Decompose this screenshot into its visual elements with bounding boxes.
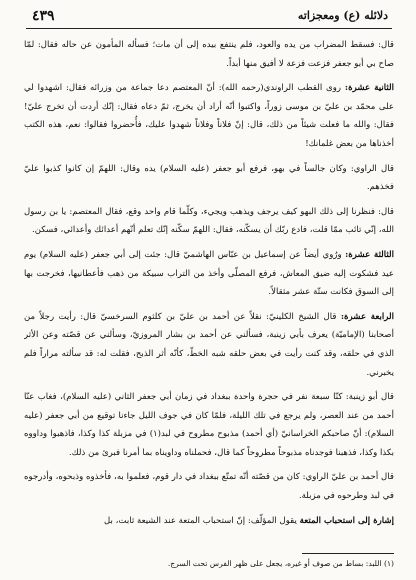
paragraph — [24, 246, 394, 302]
paragraph-text: قال أحمد بن عليّ الراوي: كان من قصّته أنّه تمتّع ببغداد في دار قوم، فعلموا به، فأخذوه وذبحوه، وأدرجوه في لبد وطرحوه في مزبلة. — [24, 472, 394, 502]
paragraph-text: قال الراوي: وكان جالساً في بهو، فرفع أبو جعفر (عليه السلام) يده وقال: اللهمّ إن كانوا كذبوا عليّ فخذهم. — [24, 163, 394, 193]
paragraph — [24, 512, 394, 531]
paragraph-text: قال: فنظرنا إلى ذلك البهو كيف يرجف ويذهب ويجيء، وكلّما قام واحد وقع، فقال المعتصم: يا بن رسول الله، إنّي تائب ممّا قلت، فادع ربّك أن يسكّنه، فقال: اللهمّ سكّنه إنّك تعلم أنّهم أعدائك وأعدائي، فسكن. — [24, 206, 394, 236]
paragraph-text: قال أبو زينبة: كنّا سبعة نفر في حجرة واحدة ببغداد في زمان أبي جعفر الثاني (عليه السلام)، فغاب عنّا أحمد من عند العصر، ولم يرجع في تلك الليلة، فلمّا كان في جوف الليل جاءنا توقيع من أبي جعفر (عليه السلام): أنّ صاحبكم الخراسانيّ (أي أحمد) مذبوح مطروح في لبد(١) في مزبلة كذا وكذا، فاذهبوا وداووه بكذا وكذا، فذهبنا فوجدناه مذبوحاً مطروحاً كما قال، فحملناه وداويناه بما أمرنا فبرئ من ذلك. — [24, 392, 394, 458]
section-heading: الرابعة عشرة: — [340, 311, 394, 322]
page-header — [26, 8, 392, 29]
page-body — [24, 36, 394, 556]
running-title: دلائله (ع) ومعجزاته — [297, 9, 388, 22]
section-heading: إشارة إلى استحباب المتعة — [299, 515, 394, 526]
paragraph — [24, 36, 394, 73]
section-heading: الثانية عشرة: — [344, 83, 394, 94]
paragraph-text: قال الشيخ الكلينيّ: نقلاً عن أحمد بن عليّ بن كلثوم السرخسيّ قال: رأيت رجلاً من أصحابنا (الإماميّة) يعرف بأبي زينبة، فسألني عن أحمد بن بشار المروزيّ، وسألني عن قصّته وعن الأثر الذي في حلقه، وقد كنت رأيت في بعض حلقه شبه الخطّ، كأنّه أثر الذبح، فقلت له: قد سألته مراراً فلم يخبرني. — [24, 311, 394, 378]
paragraph — [24, 468, 394, 505]
paragraph — [24, 203, 394, 240]
paragraph-text: يقول المؤلّف: إنّ استحباب المتعة عند الشيعة ثابت، بل — [103, 515, 297, 526]
footnote-separator — [302, 553, 394, 554]
footnote: (١) اللبد: بساط من صوف أو غيره، يجعل على ظهر الفرس تحت السرج. — [167, 559, 394, 568]
paragraph-text: قال: فسقط المضراب من يده والعود، فلم ينتفع بيده إلى أن مات؛ فسأله المأمون عن حاله فقال: لمّا صاح بي أبو جعفر فزعت فزعة لا أفيق منها أبداً. — [24, 40, 394, 69]
paragraph — [24, 79, 394, 153]
paragraph — [24, 388, 394, 462]
paragraph — [24, 308, 394, 382]
page-number: ٤٣٩ — [32, 8, 55, 24]
paragraph-text: ورُوي أيضاً عن إسماعيل بن عبّاس الهاشميّ قال: جئت إلى أبي جعفر (عليه السلام) يوم عيد فشكوت إليه ضيق المعاش، فرفع المصلّى وأخذ من التراب سبيكة من ذهب فأعطانيها، فخرجت بها إلى السوق فكانت ستّة عشر مثقالاً. — [24, 249, 394, 298]
section-heading: الثالثة عشرة: — [345, 249, 394, 260]
paragraph-text: روى القطب الراوندي(رحمه الله): أنّ المعتصم دعا جماعة من وزرائه فقال: اشهدوا لي على محمّد بن عليّ بن موسى زوراً، واكتبوا أنّه أراد أن يخرج، ثمّ دعاه فقال: إنّك أردت أن تخرج عليّ! فقال: والله ما فعلت شيئاً من ذلك، قال: إنّ فلاناً وفلاناً شهدوا عليك، فأُحضروا فقالوا: نعم، هذه الكتب أخذناها من بعض غلمانك! — [24, 83, 394, 149]
paragraph — [24, 160, 394, 197]
